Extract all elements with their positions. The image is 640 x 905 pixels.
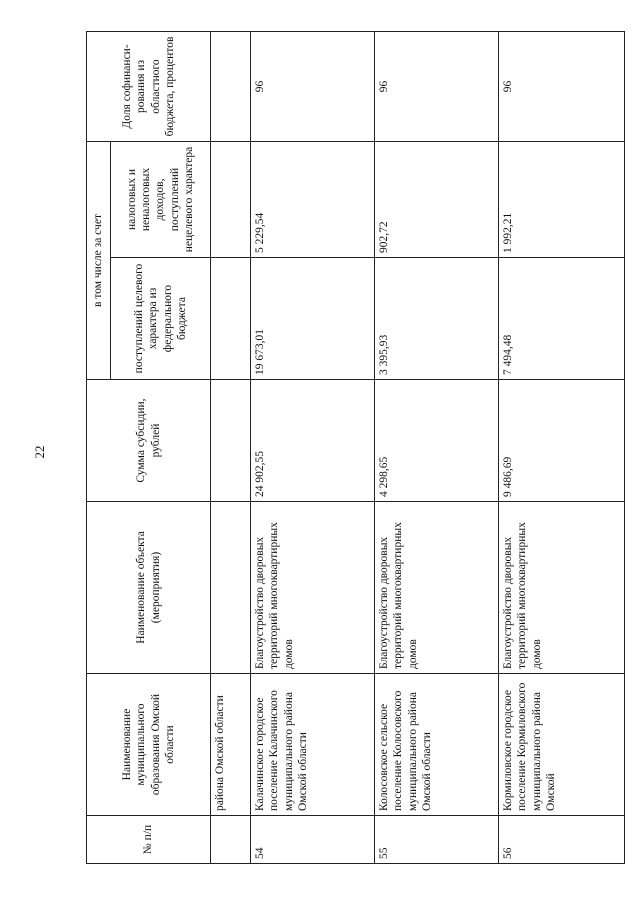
row-share: 96 [499,32,625,142]
row-share: 96 [375,32,499,142]
header-subsidy: Сумма субсидии, рублей [87,380,211,502]
header-share: Доля софинанси-рования из областного бюджета, процентов [87,32,211,142]
table-row [499,32,625,864]
row-subsidy: 24 902,55 [251,380,375,502]
row-object: Благоустройство дворовых территорий многоквартирных домов [499,502,625,674]
row-object: Благоустройство дворовых территорий многоквартирных домов [375,502,499,674]
row-subsidy: 4 298,65 [375,380,499,502]
row-no: 54 [251,816,375,864]
subsidy-table [86,31,625,864]
header-no: № п/п [87,816,211,864]
row-municipality: Калачинское городское поселение Калачинского муниципального района Омской области [251,674,375,816]
row-tax: 1 992,21 [499,142,625,258]
row-no: 56 [499,816,625,864]
table-row [375,32,499,864]
header-federal: поступлений целевого характера из федерального бюджета [111,258,211,380]
row-tax: 5 229,54 [251,142,375,258]
header-object: Наименование объекта (мероприятия) [87,502,211,674]
header-incl-group: в том числе за счет [87,142,111,380]
row-subsidy: 9 486,69 [499,380,625,502]
header-tax: налоговых и неналоговых доходов, поступлений нецелевого характера [111,142,211,258]
row-no: 55 [375,816,499,864]
row-federal: 19 673,01 [251,258,375,380]
row-tax: 902,72 [375,142,499,258]
table-row [251,32,375,864]
rotated-table-container [86,32,624,864]
row-federal: 7 494,48 [499,258,625,380]
row-federal: 3 395,93 [375,258,499,380]
row-municipality: Кормиловское городское поселение Кормиловского муниципального района Омской [499,674,625,816]
row-municipality: Колосовское сельское поселение Колосовского муниципального района Омской области [375,674,499,816]
page-number: 22 [32,445,47,459]
row-object: Благоустройство дворовых территорий многоквартирных домов [251,502,375,674]
carryover-municipality: района Омской области [211,674,251,816]
header-municipality: Наименование муниципального образования Омской области [87,674,211,816]
carryover-no [211,816,251,864]
row-share: 96 [251,32,375,142]
table-row [211,32,251,864]
